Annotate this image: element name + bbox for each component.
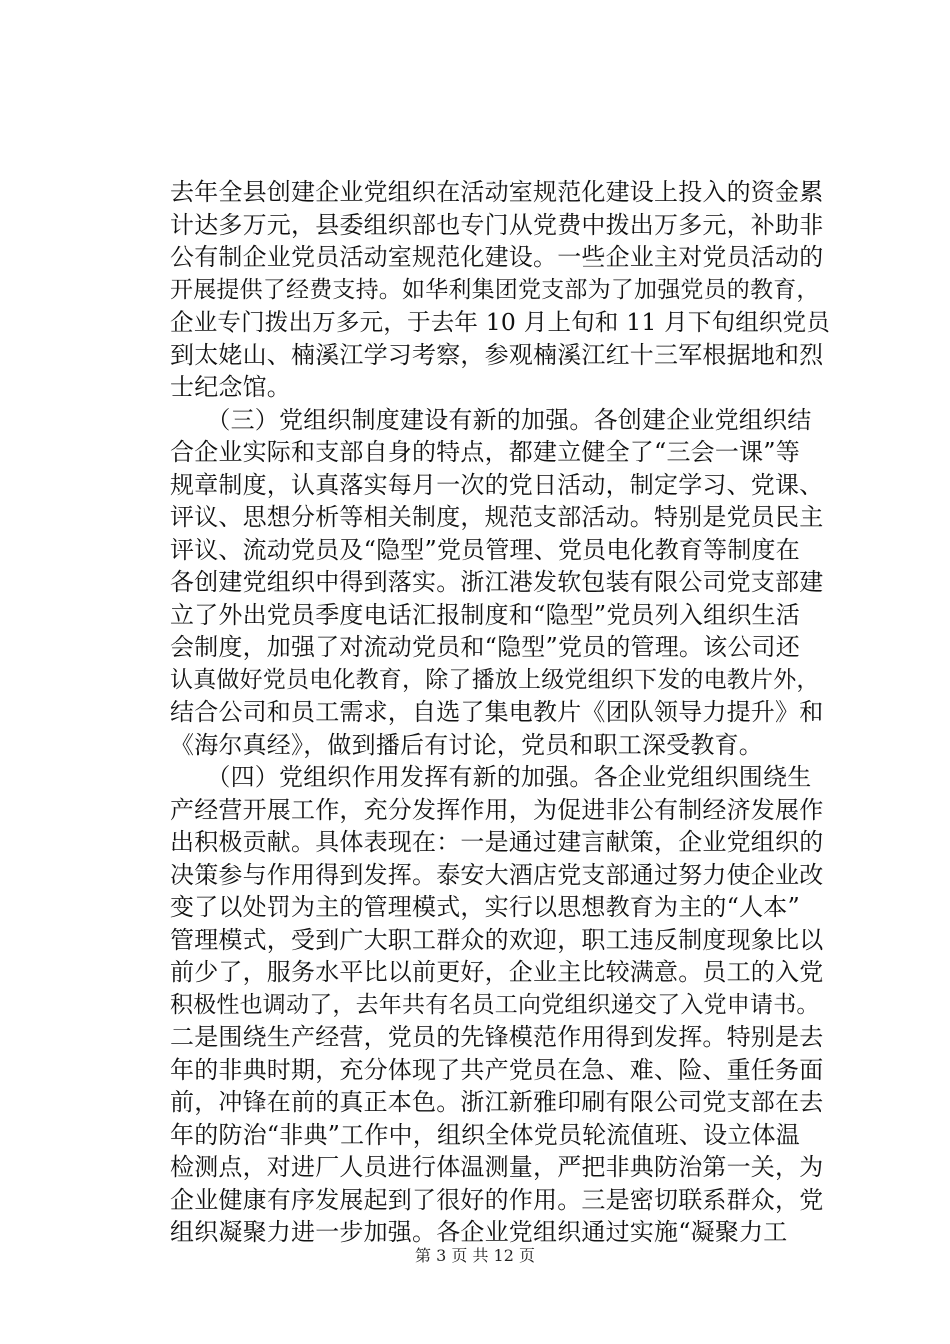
text-line: 合企业实际和支部自身的特点，都建立健全了“三会一课”等 (170, 438, 800, 466)
text-line: 组织凝聚力进一步加强。各企业党组织通过实施“凝聚力工 (170, 1218, 788, 1246)
text-line: 出积极贡献。具体表现在：一是通过建言献策，企业党组织的 (170, 828, 824, 856)
text-line: 变了以处罚为主的管理模式，实行以思想教育为主的“人本” (170, 893, 800, 921)
text-line: 评议、思想分析等相关制度，规范支部活动。特别是党员民主 (170, 503, 824, 531)
text-line: 前，冲锋在前的真正本色。浙江新雅印刷有限公司党支部在去 (170, 1088, 824, 1116)
text-line: 企业健康有序发展起到了很好的作用。三是密切联系群众，党 (170, 1185, 824, 1214)
text-line: 计达多万元，县委组织部也专门从党费中拨出万多元，补助非 (170, 210, 824, 239)
text-line: 《海尔真经》，做到播后有讨论，党员和职工深受教育。 (170, 730, 763, 759)
text-line: 企业专门拨出万多元，于去年 10 月上旬和 11 月下旬组织党员 (170, 308, 831, 336)
text-line: 前少了，服务水平比以前更好，企业主比较满意。员工的入党 (170, 958, 824, 986)
text-line: 结合公司和员工需求，自选了集电教片《团队领导力提升》和 (170, 698, 824, 726)
text-line: 会制度，加强了对流动党员和“隐型”党员的管理。该公司还 (170, 633, 800, 661)
text-line: 开展提供了经费支持。如华利集团党支部为了加强党员的教育， (170, 276, 820, 303)
text-line: 士纪念馆。 (170, 373, 291, 401)
text-line: （四）党组织作用发挥有新的加强。各企业党组织围绕生 (170, 763, 812, 791)
text-line: 去年全县创建企业党组织在活动室规范化建设上投入的资金累 (170, 178, 824, 206)
text-line: 二是围绕生产经营，党员的先锋模范作用得到发挥。特别是去 (170, 1023, 824, 1051)
text-line: 年的防治“非典”工作中，组织全体党员轮流值班、设立体温 (170, 1120, 800, 1149)
text-line: 认真做好党员电化教育，除了播放上级党组织下发的电教片外， (170, 666, 820, 693)
text-line: 检测点，对进厂人员进行体温测量，严把非典防治第一关，为 (170, 1153, 824, 1181)
text-line: 产经营开展工作，充分发挥作用，为促进非公有制经济发展作 (170, 795, 824, 824)
document-body (170, 176, 830, 1249)
text-line: 立了外出党员季度电话汇报制度和“隐型”党员列入组织生活 (170, 600, 800, 629)
text-line: 评议、流动党员及“隐型”党员管理、党员电化教育等制度在 (170, 535, 800, 564)
text-line: 公有制企业党员活动室规范化建设。一些企业主对党员活动的 (170, 243, 824, 271)
text-line: 规章制度，认真落实每月一次的党日活动，制定学习、党课、 (170, 470, 824, 499)
text-line: 年的非典时期，充分体现了共产党员在急、难、险、重任务面 (170, 1055, 824, 1084)
text-line: （三）党组织制度建设有新的加强。各创建企业党组织结 (170, 405, 812, 434)
text-line: 到太姥山、楠溪江学习考察，参观楠溪江红十三军根据地和烈 (170, 340, 824, 369)
text-line: 积极性也调动了，去年共有名员工向党组织递交了入党申请书。 (170, 991, 820, 1018)
text-line: 各创建党组织中得到落实。浙江港发软包装有限公司党支部建 (170, 568, 824, 596)
text-line: 决策参与作用得到发挥。泰安大酒店党支部通过努力使企业改 (170, 860, 824, 889)
text-line: 管理模式，受到广大职工群众的欢迎，职工违反制度现象比以 (170, 925, 824, 954)
page-number-footer: 第 3 页 共 12 页 (415, 1246, 535, 1265)
